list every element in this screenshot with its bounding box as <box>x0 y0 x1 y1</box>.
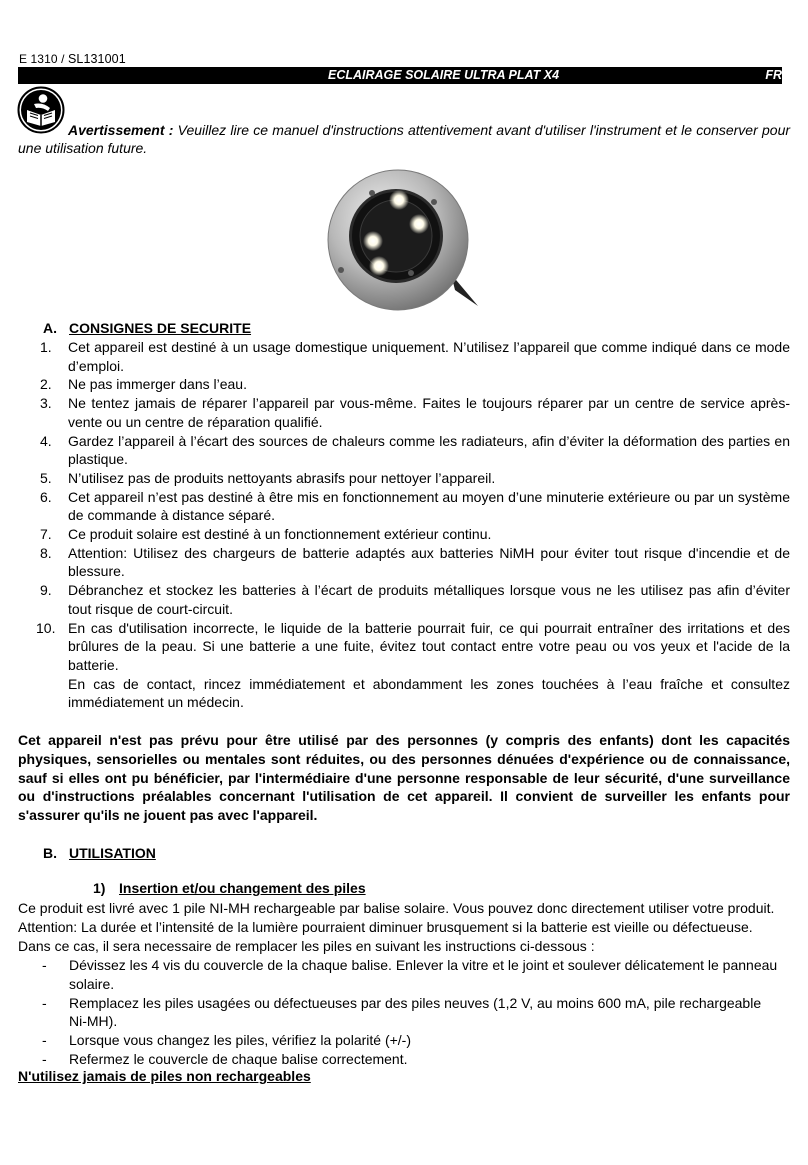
children-warning: Cet appareil n'est pas prévu pour être utilisé par des personnes (y compris des enfants) dont les capacités physiques, sensorielles ou mentales sont réduites, ou des personnes dénuées d'expérience ou de connaissance, sauf si elles ont pu bénéficier, par l'intermédiaire d'une personne responsable de leur sécurité, d'une surveillance ou d'instructions préalables concernant l'utilisation de cet appareil. Il convient de surveiller les enfants pour s'assurer qu'ils ne jouent pas avec l'appareil. <box>18 732 790 824</box>
item-number: 10. <box>36 619 56 636</box>
usage-line: Attention: La durée et l’intensité de la lumière pourraient diminuer brusquement si la batterie est vieille ou défectueuse. <box>18 918 753 935</box>
subsection-title: Insertion et/ou changement des piles <box>119 880 366 896</box>
usage-line: Ce produit est livré avec 1 pile NI-MH rechargeable par balise solaire. Vous pouvez donc directement utiliser votre produit. <box>18 900 775 916</box>
list-item <box>18 619 790 713</box>
section-b-title: UTILISATION <box>69 845 156 861</box>
item-text: Ne pas immerger dans l’eau. <box>68 376 247 393</box>
section-a-letter: A. <box>43 320 57 336</box>
list-item <box>18 432 790 469</box>
warning-label: Avertissement : <box>68 122 174 138</box>
item-number: 2. <box>40 376 52 393</box>
item-text: Cet appareil est destiné à un usage domestique uniquement. N’utilisez l’appareil que comme indiqué dans ce mode d’emploi. <box>68 339 790 374</box>
language-code: FR <box>765 68 782 82</box>
section-a-title: CONSIGNES DE SECURITE <box>69 320 252 336</box>
list-item <box>18 525 790 544</box>
subsection-heading <box>93 880 366 896</box>
item-text: En cas d'utilisation incorrecte, le liquide de la batterie pourrait fuir, ce qui pourrait entraîner des irritations et des brûlures de la peau. Si une batterie a une fuite, évitez tout contact entre votre peau ou vos yeux et l'acide de la batterie. <box>68 619 790 673</box>
item-number: 9. <box>40 582 52 599</box>
list-item <box>18 994 780 1032</box>
usage-paragraph <box>18 899 790 955</box>
document-title: ECLAIRAGE SOLAIRE ULTRA PLAT X4 <box>328 68 560 82</box>
step-text: Remplacez les piles usagées ou défectueuses par des piles neuves (1,2 V, au moins 600 mA, pile rechargeable Ni-MH). <box>69 994 762 1030</box>
warning-paragraph <box>18 121 790 157</box>
reference-number: E 1310 / <box>19 52 65 66</box>
list-item <box>18 469 790 488</box>
product-code: SL131001 <box>67 52 126 66</box>
battery-steps-list <box>18 956 780 1069</box>
section-a-heading <box>43 320 251 336</box>
safety-list <box>18 338 790 712</box>
warning-text: Veuillez lire ce manuel d'instructions attentivement avant d'utiliser l'instrument et le conserver pour une utilisation future. <box>18 122 791 156</box>
usage-line: Dans ce cas, il sera necessaire de remplacer les piles en suivant les instructions ci-dessous : <box>18 937 595 954</box>
section-b-letter: B. <box>43 845 57 861</box>
list-item <box>18 338 790 375</box>
item-number: 8. <box>40 544 52 561</box>
step-text: Lorsque vous changez les piles, vérifiez la polarité (+/-) <box>69 1032 412 1049</box>
reference-line <box>19 52 126 66</box>
item-text: Cet appareil n’est pas destiné à être mis en fonctionnement au moyen d’une minuterie extérieure ou par un système de commande à distance séparé. <box>68 488 790 524</box>
item-text: N’utilisez pas de produits nettoyants abrasifs pour nettoyer l’appareil. <box>68 469 496 486</box>
dash-marker: - <box>42 957 47 973</box>
list-item <box>18 581 790 618</box>
item-number: 6. <box>40 488 52 505</box>
item-text: Débranchez et stockez les batteries à l’écart de produits métalliques lorsque vous ne les utilisez pas afin d’éviter tout risque de court-circuit. <box>68 582 790 617</box>
item-number: 7. <box>40 526 52 543</box>
title-bar <box>18 67 782 84</box>
subsection-number: 1) <box>93 880 106 896</box>
item-text: Ne tentez jamais de réparer l’appareil par vous-même. Faites le toujours réparer par un centre de service après-vente ou un centre de réparation qualifié. <box>68 395 790 430</box>
item-text: Gardez l’appareil à l’écart des sources de chaleurs comme les radiateurs, afin d’éviter la déformation des parties en plastique. <box>68 432 790 468</box>
step-text: Dévissez les 4 vis du couvercle de la chaque balise. Enlever la vitre et le joint et soulever délicatement le panneau solaire. <box>69 957 778 992</box>
list-item <box>18 956 780 994</box>
item-number: 1. <box>40 339 52 355</box>
list-item <box>18 544 790 581</box>
solar-light-product-image <box>323 162 483 322</box>
item-text: Ce produit solaire est destiné à un fonctionnement extérieur continu. <box>68 526 492 543</box>
list-item <box>18 375 790 394</box>
item-extra-text: En cas de contact, rincez immédiatement et abondamment les zones touchées à l’eau fraîche et consultez immédiatement un médecin. <box>68 675 790 711</box>
dash-marker: - <box>42 1032 47 1049</box>
final-note: N'utilisez jamais de piles non rechargeables <box>18 1068 311 1084</box>
item-number: 5. <box>40 469 52 486</box>
item-number: 4. <box>40 432 52 449</box>
dash-marker: - <box>42 994 47 1011</box>
list-item <box>18 1050 780 1069</box>
step-text: Refermez le couvercle de chaque balise correctement. <box>69 1050 408 1067</box>
list-item <box>18 394 790 431</box>
list-item <box>18 488 790 525</box>
section-b-heading <box>43 845 156 861</box>
item-text: Attention: Utilisez des chargeurs de batterie adaptés aux batteries NiMH pour éviter tout risque d'incendie et de blessure. <box>68 544 790 580</box>
item-number: 3. <box>40 395 52 412</box>
dash-marker: - <box>42 1050 47 1067</box>
list-item <box>18 1031 780 1050</box>
